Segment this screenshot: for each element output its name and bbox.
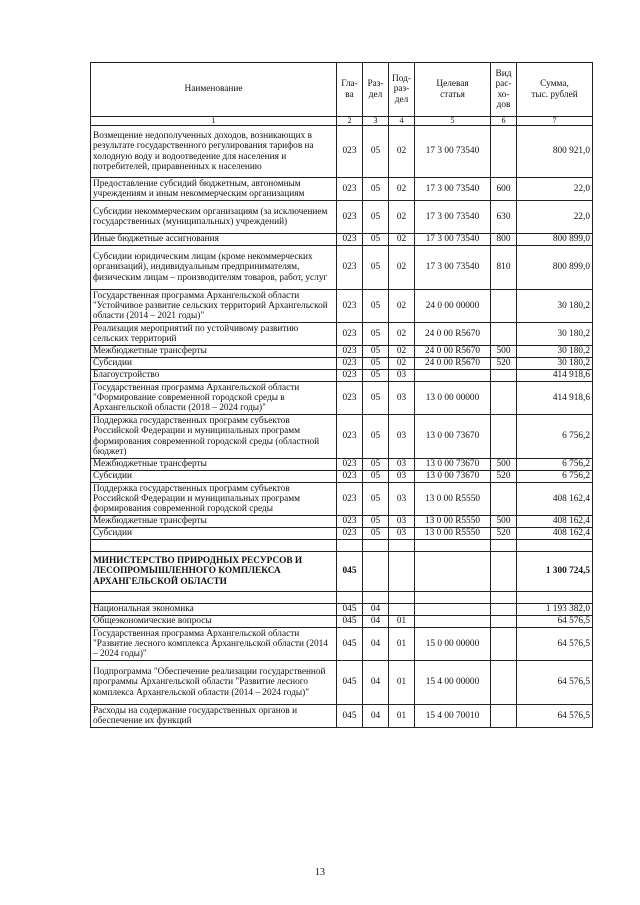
row-chapter: 023 [337, 471, 363, 483]
row-amount [517, 592, 593, 604]
row-section: 04 [363, 604, 389, 616]
row-subsection: 03 [389, 370, 415, 382]
row-expense-type: 520 [491, 358, 517, 370]
row-subsection [389, 552, 415, 592]
row-subsection: 01 [389, 661, 415, 705]
row-amount: 64 576,5 [517, 616, 593, 628]
row-target: 13 0 00 00000 [415, 382, 491, 415]
row-expense-type: 520 [491, 528, 517, 540]
row-chapter: 023 [337, 201, 363, 234]
row-section [363, 552, 389, 592]
row-target: 13 0 00 R5550 [415, 483, 491, 516]
row-name: Реализация мероприятий по устойчивому развитию сельских территорий [91, 323, 337, 346]
row-chapter: 023 [337, 528, 363, 540]
column-number: 3 [363, 117, 389, 126]
row-expense-type [491, 126, 517, 178]
row-section: 05 [363, 516, 389, 528]
row-expense-type [491, 290, 517, 323]
row-expense-type [491, 628, 517, 661]
table-row [91, 370, 593, 382]
row-name: Государственная программа Архангельской области "Устойчивое развитие сельских территорий Архангельской области (2014 – 2021 годы)" [91, 290, 337, 323]
row-expense-type [491, 592, 517, 604]
row-name: Предоставление субсидий бюджетным, автономным учреждениям и иным некоммерческим организациям [91, 178, 337, 201]
row-expense-type [491, 661, 517, 705]
row-name: Поддержка государственных программ субъектов Российской Федерации и муниципальных программ формирования современной городской среды [91, 483, 337, 516]
table-row [91, 471, 593, 483]
row-expense-type [491, 705, 517, 728]
row-target [415, 540, 491, 552]
row-section: 05 [363, 459, 389, 471]
row-chapter: 023 [337, 323, 363, 346]
row-expense-type [491, 616, 517, 628]
row-target [415, 552, 491, 592]
row-amount [517, 540, 593, 552]
row-chapter [337, 540, 363, 552]
row-amount: 800 899,0 [517, 246, 593, 290]
table-row [91, 415, 593, 459]
column-number: 4 [389, 117, 415, 126]
table-row [91, 126, 593, 178]
row-expense-type [491, 415, 517, 459]
row-subsection [389, 592, 415, 604]
table-row [91, 604, 593, 616]
row-target: 17 3 00 73540 [415, 201, 491, 234]
row-amount: 64 576,5 [517, 628, 593, 661]
row-target [415, 592, 491, 604]
row-subsection: 02 [389, 178, 415, 201]
row-amount: 30 180,2 [517, 358, 593, 370]
row-section: 05 [363, 178, 389, 201]
row-chapter: 023 [337, 358, 363, 370]
row-expense-type [491, 552, 517, 592]
table-row [91, 346, 593, 358]
row-target: 15 0 00 00000 [415, 628, 491, 661]
table-row [91, 201, 593, 234]
row-expense-type: 630 [491, 201, 517, 234]
header-amount: Сумма, тыс. рублей [517, 63, 593, 117]
row-chapter: 023 [337, 370, 363, 382]
row-expense-type: 500 [491, 459, 517, 471]
row-chapter: 045 [337, 661, 363, 705]
row-section: 05 [363, 483, 389, 516]
table-row [91, 178, 593, 201]
row-chapter: 023 [337, 459, 363, 471]
row-name: Субсидии [91, 358, 337, 370]
row-target [415, 616, 491, 628]
row-subsection [389, 540, 415, 552]
row-target: 17 3 00 73540 [415, 246, 491, 290]
row-chapter: 023 [337, 246, 363, 290]
row-target [415, 604, 491, 616]
row-target [415, 370, 491, 382]
row-chapter: 023 [337, 382, 363, 415]
row-section: 04 [363, 616, 389, 628]
row-amount: 1 300 724,5 [517, 552, 593, 592]
row-name: Межбюджетные трансферты [91, 346, 337, 358]
row-target: 17 3 00 73540 [415, 234, 491, 246]
row-amount: 64 576,5 [517, 705, 593, 728]
row-target: 24 0 00 00000 [415, 290, 491, 323]
row-section: 05 [363, 370, 389, 382]
row-target: 24 0 00 R5670 [415, 323, 491, 346]
row-section: 04 [363, 661, 389, 705]
row-name: Межбюджетные трансферты [91, 459, 337, 471]
column-number: 6 [491, 117, 517, 126]
row-section: 05 [363, 382, 389, 415]
row-section: 04 [363, 705, 389, 728]
header-target: Целевая статья [415, 63, 491, 117]
row-subsection: 02 [389, 234, 415, 246]
header-row [91, 63, 593, 117]
row-subsection: 03 [389, 459, 415, 471]
row-chapter: 045 [337, 616, 363, 628]
row-name: Благоустройство [91, 370, 337, 382]
row-expense-type [491, 382, 517, 415]
table-row [91, 234, 593, 246]
row-amount: 408 162,4 [517, 483, 593, 516]
column-number: 1 [91, 117, 337, 126]
row-section [363, 592, 389, 604]
row-section: 05 [363, 346, 389, 358]
table-row [91, 516, 593, 528]
row-amount: 22,0 [517, 178, 593, 201]
column-number: 5 [415, 117, 491, 126]
row-chapter [337, 592, 363, 604]
row-amount: 30 180,2 [517, 323, 593, 346]
row-subsection [389, 604, 415, 616]
row-chapter: 045 [337, 705, 363, 728]
row-target: 17 3 00 73540 [415, 178, 491, 201]
row-target: 24 0 00 R5670 [415, 346, 491, 358]
row-section: 05 [363, 246, 389, 290]
row-subsection: 01 [389, 705, 415, 728]
row-amount: 30 180,2 [517, 346, 593, 358]
row-name: Подпрограмма "Обеспечение реализации государственной программы Архангельской области "Развитие лесного комплекса Архангельской области (2014 – 2024 годы)" [91, 661, 337, 705]
row-name: Возмещение недополученных доходов, возникающих в результате государственного регулирования тарифов на холодную воду и водоотведение для населения и потребителей, приравненных к населению [91, 126, 337, 178]
table-body [91, 126, 593, 728]
row-name [91, 592, 337, 604]
row-name: Межбюджетные трансферты [91, 516, 337, 528]
row-amount: 6 756,2 [517, 459, 593, 471]
row-subsection: 03 [389, 471, 415, 483]
row-subsection: 02 [389, 201, 415, 234]
row-expense-type [491, 483, 517, 516]
column-number-row [91, 117, 593, 126]
row-subsection: 02 [389, 246, 415, 290]
row-name: Государственная программа Архангельской области "Развитие лесного комплекса Архангельской области (2014 – 2024 годы)" [91, 628, 337, 661]
row-target: 24 0 00 R5670 [415, 358, 491, 370]
table-row [91, 628, 593, 661]
row-subsection: 01 [389, 628, 415, 661]
row-expense-type: 800 [491, 234, 517, 246]
row-target: 15 4 00 00000 [415, 661, 491, 705]
row-section: 05 [363, 290, 389, 323]
row-chapter: 023 [337, 178, 363, 201]
row-section: 05 [363, 528, 389, 540]
row-subsection: 02 [389, 358, 415, 370]
row-subsection: 03 [389, 528, 415, 540]
header-section: Раз- дел [363, 63, 389, 117]
row-amount: 64 576,5 [517, 661, 593, 705]
row-expense-type [491, 604, 517, 616]
row-section: 05 [363, 471, 389, 483]
table-row [91, 705, 593, 728]
row-name: Субсидии [91, 528, 337, 540]
row-target: 13 0 00 R5550 [415, 516, 491, 528]
table-row [91, 246, 593, 290]
row-chapter: 045 [337, 604, 363, 616]
row-expense-type: 500 [491, 516, 517, 528]
table-row [91, 382, 593, 415]
row-name: Национальная экономика [91, 604, 337, 616]
table-row [91, 290, 593, 323]
row-section: 05 [363, 126, 389, 178]
row-amount: 800 921,0 [517, 126, 593, 178]
row-amount: 22,0 [517, 201, 593, 234]
row-target: 13 0 00 73670 [415, 471, 491, 483]
header-chapter: Гла- ва [337, 63, 363, 117]
row-amount: 6 756,2 [517, 415, 593, 459]
row-subsection: 02 [389, 346, 415, 358]
row-expense-type [491, 540, 517, 552]
row-subsection: 02 [389, 126, 415, 178]
row-name: Субсидии некоммерческим организациям (за исключением государственных (муниципальных) учреждений) [91, 201, 337, 234]
table-row [91, 483, 593, 516]
row-expense-type: 810 [491, 246, 517, 290]
row-amount: 414 918,6 [517, 382, 593, 415]
row-subsection: 02 [389, 323, 415, 346]
column-number: 2 [337, 117, 363, 126]
header-subsection: Под- раз- дел [389, 63, 415, 117]
row-chapter: 045 [337, 628, 363, 661]
row-chapter: 023 [337, 234, 363, 246]
row-expense-type [491, 370, 517, 382]
row-chapter: 023 [337, 126, 363, 178]
header-expense-type: Вид рас- хо- дов [491, 63, 517, 117]
budget-table [90, 62, 593, 728]
row-name: Субсидии юридическим лицам (кроме некоммерческих организаций), индивидуальным предпринимателям, физическим лицам – производителям товаров, работ, услуг [91, 246, 337, 290]
row-section: 05 [363, 201, 389, 234]
page-number: 13 [315, 867, 325, 878]
row-expense-type: 600 [491, 178, 517, 201]
row-subsection: 03 [389, 382, 415, 415]
row-name: Поддержка государственных программ субъектов Российской Федерации и муниципальных программ формирования современной городской среды (областной бюджет) [91, 415, 337, 459]
table-row [91, 358, 593, 370]
table-row [91, 323, 593, 346]
row-amount: 408 162,4 [517, 516, 593, 528]
row-target: 13 0 00 R5550 [415, 528, 491, 540]
table-row [91, 552, 593, 592]
row-amount: 414 918,6 [517, 370, 593, 382]
row-expense-type: 500 [491, 346, 517, 358]
table-row [91, 661, 593, 705]
table-row [91, 616, 593, 628]
row-amount: 30 180,2 [517, 290, 593, 323]
row-name: Иные бюджетные ассигнования [91, 234, 337, 246]
row-amount: 800 899,0 [517, 234, 593, 246]
row-section [363, 540, 389, 552]
row-target: 13 0 00 73670 [415, 415, 491, 459]
row-section: 04 [363, 628, 389, 661]
row-subsection: 01 [389, 616, 415, 628]
row-subsection: 03 [389, 483, 415, 516]
row-name: Общеэкономические вопросы [91, 616, 337, 628]
row-target: 17 3 00 73540 [415, 126, 491, 178]
column-number: 7 [517, 117, 593, 126]
row-chapter: 023 [337, 483, 363, 516]
row-name [91, 540, 337, 552]
row-section: 05 [363, 415, 389, 459]
row-chapter: 023 [337, 290, 363, 323]
table-row [91, 528, 593, 540]
row-subsection: 03 [389, 516, 415, 528]
row-amount: 408 162,4 [517, 528, 593, 540]
row-name: МИНИСТЕРСТВО ПРИРОДНЫХ РЕСУРСОВ И ЛЕСОПРОМЫШЛЕННОГО КОМПЛЕКСА АРХАНГЕЛЬСКОЙ ОБЛАСТИ [91, 552, 337, 592]
row-amount: 1 193 382,0 [517, 604, 593, 616]
row-expense-type: 520 [491, 471, 517, 483]
row-subsection: 02 [389, 290, 415, 323]
row-chapter: 045 [337, 552, 363, 592]
row-name: Государственная программа Архангельской области "Формирование современной городской среды в Архангельской области (2018 – 2024 годы)" [91, 382, 337, 415]
row-target: 15 4 00 70010 [415, 705, 491, 728]
row-section: 05 [363, 358, 389, 370]
row-chapter: 023 [337, 346, 363, 358]
row-section: 05 [363, 234, 389, 246]
row-target: 13 0 00 73670 [415, 459, 491, 471]
row-amount: 6 756,2 [517, 471, 593, 483]
spacer-row [91, 540, 593, 552]
header-name: Наименование [91, 63, 337, 117]
row-expense-type [491, 323, 517, 346]
row-section: 05 [363, 323, 389, 346]
spacer-row [91, 592, 593, 604]
table-row [91, 459, 593, 471]
row-name: Субсидии [91, 471, 337, 483]
row-chapter: 023 [337, 516, 363, 528]
row-chapter: 023 [337, 415, 363, 459]
row-subsection: 03 [389, 415, 415, 459]
row-name: Расходы на содержание государственных органов и обеспечение их функций [91, 705, 337, 728]
